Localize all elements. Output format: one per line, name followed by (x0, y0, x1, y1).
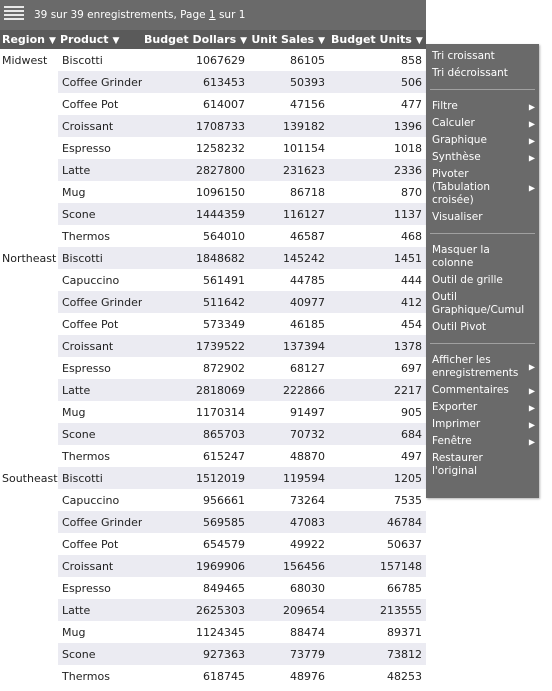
cell-budget-units[interactable]: 2336 (329, 159, 426, 181)
cell-region[interactable] (0, 313, 58, 335)
cell-region[interactable] (0, 225, 58, 247)
cell-unit-sales[interactable]: 46185 (290, 317, 325, 331)
menu-item-label: Filtre (432, 100, 458, 112)
column-header-budget-units[interactable]: Budget Units ▼ (329, 30, 426, 49)
cell-budget-dollars[interactable]: 2625303 (142, 599, 249, 621)
menu-item[interactable] (426, 48, 539, 65)
cell-region[interactable] (0, 533, 58, 555)
cell-unit-sales[interactable]: 68127 (290, 361, 325, 375)
cell-region[interactable] (0, 71, 58, 93)
cell-budget-dollars[interactable]: 2827800 (142, 159, 249, 181)
table-row (0, 467, 426, 489)
cell-product[interactable]: Biscotti (58, 247, 142, 269)
menu-item[interactable] (426, 352, 539, 382)
submenu-arrow-icon: ▶ (528, 183, 535, 192)
menu-item[interactable] (426, 149, 539, 166)
page-link[interactable]: 1 (208, 9, 216, 21)
cell-unit-sales[interactable]: 50393 (249, 71, 329, 93)
table-row (0, 203, 426, 225)
cell-region[interactable] (0, 269, 58, 291)
cell-product[interactable]: Capuccino (62, 493, 120, 507)
cell-region[interactable] (0, 445, 58, 467)
cell-budget-dollars[interactable]: 956661 (203, 493, 245, 507)
table-row (0, 291, 426, 313)
table-row (0, 401, 426, 423)
submenu-arrow-icon: ▶ (528, 437, 535, 446)
menu-item-label: Graphique (432, 134, 487, 146)
menu-item-label: Outil Graphique/Cumul (432, 291, 525, 316)
cell-budget-dollars[interactable]: 613453 (142, 71, 249, 93)
submenu-arrow-icon: ▶ (528, 153, 535, 162)
menu-item-label: Masquer la colonne (432, 244, 490, 269)
cell-budget-units[interactable]: 506 (329, 71, 426, 93)
table-row (0, 137, 426, 159)
cell-region[interactable] (0, 555, 58, 577)
cell-unit-sales[interactable]: 222866 (249, 379, 329, 401)
cell-budget-dollars[interactable]: 618745 (203, 669, 245, 683)
cell-budget-dollars[interactable]: 511642 (142, 291, 249, 313)
cell-region[interactable] (0, 423, 58, 445)
column-header-budget-dollars[interactable]: Budget Dollars ▼ (142, 30, 249, 49)
submenu-arrow-icon: ▶ (528, 420, 535, 429)
table-row (0, 159, 426, 181)
cell-unit-sales[interactable]: 88474 (290, 625, 325, 639)
cell-budget-dollars[interactable]: 2818069 (142, 379, 249, 401)
cell-budget-units[interactable]: 1396 (329, 115, 426, 137)
cell-unit-sales[interactable]: 139182 (249, 115, 329, 137)
cell-unit-sales[interactable]: 46587 (290, 229, 325, 243)
table-row (0, 247, 426, 269)
cell-budget-units[interactable]: 1378 (329, 335, 426, 357)
cell-region[interactable] (0, 159, 58, 181)
table-row (0, 577, 426, 599)
cell-unit-sales[interactable]: 48870 (290, 449, 325, 463)
cell-product[interactable]: Latte (58, 159, 142, 181)
cell-budget-units[interactable]: 477 (401, 97, 422, 111)
sort-arrow-icon[interactable]: ▼ (318, 36, 325, 46)
cell-region[interactable] (0, 489, 58, 511)
menu-item[interactable] (426, 98, 539, 115)
table-row (0, 379, 426, 401)
cell-budget-units[interactable]: 1205 (329, 467, 426, 489)
cell-unit-sales[interactable]: 47083 (249, 511, 329, 533)
menu-item[interactable] (426, 272, 539, 289)
cell-product[interactable]: Mug (62, 185, 86, 199)
cell-region[interactable] (0, 643, 58, 665)
cell-product[interactable]: Capuccino (62, 273, 120, 287)
submenu-arrow-icon: ▶ (528, 403, 535, 412)
cell-unit-sales[interactable]: 137394 (249, 335, 329, 357)
cell-product[interactable]: Mug (62, 625, 86, 639)
menu-item-label: Commentaires (432, 384, 509, 396)
menu-item[interactable] (426, 433, 539, 450)
cell-budget-dollars[interactable]: 1170314 (196, 405, 245, 419)
cell-region[interactable] (0, 115, 58, 137)
menu-item-label: Pivoter (Tabulation croisée) (432, 168, 490, 206)
menu-item[interactable] (426, 319, 539, 336)
cell-unit-sales[interactable]: 68030 (290, 581, 325, 595)
submenu-arrow-icon: ▶ (528, 102, 535, 111)
table-row (0, 115, 426, 137)
report-table (0, 30, 426, 687)
cell-budget-units[interactable]: 48253 (387, 669, 422, 683)
cell-budget-dollars[interactable]: 927363 (142, 643, 249, 665)
cell-product[interactable]: Scone (58, 643, 142, 665)
menu-separator (430, 233, 535, 234)
cell-region[interactable] (0, 137, 58, 159)
cell-budget-units[interactable]: 412 (329, 291, 426, 313)
cell-budget-units[interactable]: 1451 (329, 247, 426, 269)
status-prefix: 39 sur 39 enregistrements, Page (34, 9, 209, 21)
report-toolbar (0, 0, 426, 30)
cell-budget-units[interactable]: 46784 (329, 511, 426, 533)
menu-item[interactable] (426, 289, 539, 319)
cell-unit-sales[interactable]: 48976 (290, 669, 325, 683)
cell-budget-dollars[interactable]: 1096150 (196, 185, 245, 199)
cell-unit-sales[interactable]: 156456 (249, 555, 329, 577)
cell-region[interactable] (0, 665, 58, 687)
table-row (0, 533, 426, 555)
cell-unit-sales[interactable]: 47156 (290, 97, 325, 111)
cell-product[interactable]: Thermos (62, 229, 110, 243)
cell-region[interactable] (0, 203, 58, 225)
cell-unit-sales[interactable]: 145242 (249, 247, 329, 269)
sort-arrow-icon[interactable]: ▼ (112, 36, 120, 46)
cell-budget-dollars[interactable]: 1512019 (142, 467, 249, 489)
cell-budget-units[interactable]: 858 (401, 53, 422, 67)
cell-region[interactable] (0, 621, 58, 643)
cell-region[interactable] (0, 577, 58, 599)
cell-unit-sales[interactable]: 86105 (290, 53, 325, 67)
cell-product[interactable]: Thermos (62, 449, 110, 463)
cell-product[interactable]: Croissant (58, 115, 142, 137)
cell-budget-dollars[interactable]: 654579 (203, 537, 245, 551)
cell-product[interactable]: Biscotti (58, 467, 142, 489)
cell-budget-dollars[interactable]: 1739522 (142, 335, 249, 357)
sort-arrow-icon[interactable]: ▼ (415, 36, 423, 46)
cell-unit-sales[interactable]: 49922 (290, 537, 325, 551)
menu-item[interactable] (426, 450, 539, 480)
menu-separator (430, 343, 535, 344)
cell-product[interactable]: Mug (62, 405, 86, 419)
menu-item-label: Calculer (432, 117, 475, 129)
menu-item[interactable] (426, 166, 539, 209)
cell-budget-dollars[interactable]: 1258232 (196, 141, 245, 155)
table-row (0, 357, 426, 379)
hamburger-menu-icon[interactable] (4, 6, 24, 24)
cell-budget-dollars[interactable]: 564010 (203, 229, 245, 243)
cell-budget-units[interactable]: 684 (329, 423, 426, 445)
status-suffix: sur 1 (215, 9, 246, 21)
table-row (0, 335, 426, 357)
cell-unit-sales[interactable]: 119594 (249, 467, 329, 489)
menu-item-label: Restaurer l'original (432, 452, 483, 477)
table-row (0, 93, 426, 115)
cell-budget-units[interactable]: 73812 (329, 643, 426, 665)
menu-item-label: Synthèse (432, 151, 481, 163)
table-row (0, 665, 426, 687)
cell-region[interactable] (0, 357, 58, 379)
cell-budget-units[interactable]: 454 (401, 317, 422, 331)
menu-item-label: Tri croissant (432, 50, 495, 62)
cell-budget-dollars[interactable]: 614007 (203, 97, 245, 111)
cell-product[interactable]: Espresso (62, 581, 111, 595)
column-header-product[interactable]: Product ▼ (58, 30, 142, 49)
cell-unit-sales[interactable]: 73264 (290, 493, 325, 507)
menu-item-label: Afficher les enregistrements (432, 354, 519, 379)
record-status (34, 9, 245, 21)
submenu-arrow-icon: ▶ (528, 119, 535, 128)
table-row (0, 49, 426, 71)
table-row (0, 621, 426, 643)
cell-region[interactable]: Midwest (2, 53, 48, 67)
table-row (0, 181, 426, 203)
cell-region[interactable] (0, 93, 58, 115)
cell-budget-dollars[interactable]: 561491 (203, 273, 245, 287)
menu-item[interactable] (426, 382, 539, 399)
cell-unit-sales[interactable]: 209654 (249, 599, 329, 621)
cell-unit-sales[interactable]: 73779 (249, 643, 329, 665)
cell-budget-units[interactable]: 1018 (394, 141, 422, 155)
cell-budget-dollars[interactable]: 615247 (203, 449, 245, 463)
cell-product[interactable]: Coffee Pot (62, 317, 119, 331)
header-row (0, 30, 426, 49)
menu-item[interactable] (426, 242, 539, 272)
cell-budget-units[interactable]: 468 (401, 229, 422, 243)
cell-product[interactable]: Croissant (58, 335, 142, 357)
cell-budget-dollars[interactable]: 569585 (142, 511, 249, 533)
cell-region[interactable]: Southeast (2, 471, 58, 485)
cell-budget-units[interactable]: 66785 (387, 581, 422, 595)
menu-item[interactable] (426, 132, 539, 149)
cell-unit-sales[interactable]: 70732 (249, 423, 329, 445)
cell-unit-sales[interactable]: 101154 (283, 141, 325, 155)
cell-unit-sales[interactable]: 40977 (249, 291, 329, 313)
table-row (0, 555, 426, 577)
cell-product[interactable]: Espresso (62, 361, 111, 375)
cell-budget-dollars[interactable]: 1067629 (196, 53, 245, 67)
cell-product[interactable]: Coffee Grinder (58, 71, 142, 93)
cell-budget-dollars[interactable]: 1969906 (142, 555, 249, 577)
column-header-unit-sales[interactable]: Unit Sales ▼ (249, 30, 329, 49)
menu-item-label: Tri décroissant (432, 67, 508, 79)
menu-separator (430, 89, 535, 90)
cell-budget-units[interactable]: 697 (401, 361, 422, 375)
menu-item-label: Exporter (432, 401, 478, 413)
menu-item-label: Fenêtre (432, 435, 472, 447)
cell-budget-units[interactable]: 497 (401, 449, 422, 463)
menu-item[interactable] (426, 209, 539, 226)
cell-product[interactable]: Biscotti (62, 53, 103, 67)
menu-item-label: Outil de grille (432, 274, 503, 286)
cell-unit-sales[interactable]: 44785 (290, 273, 325, 287)
cell-region[interactable] (0, 335, 58, 357)
submenu-arrow-icon: ▶ (528, 386, 535, 395)
sort-arrow-icon[interactable]: ▼ (48, 36, 56, 46)
cell-budget-units[interactable]: 444 (401, 273, 422, 287)
column-header-region[interactable]: Region ▼ (0, 30, 58, 49)
menu-item[interactable] (426, 115, 539, 132)
cell-product[interactable]: Thermos (62, 669, 110, 683)
cell-region[interactable] (0, 511, 58, 533)
menu-item[interactable] (426, 65, 539, 82)
cell-budget-dollars[interactable]: 1848682 (142, 247, 249, 269)
cell-product[interactable]: Coffee Pot (62, 97, 119, 111)
table-row (0, 313, 426, 335)
cell-budget-units[interactable]: 870 (401, 185, 422, 199)
cell-region[interactable] (0, 401, 58, 423)
cell-region[interactable] (0, 181, 58, 203)
table-row (0, 225, 426, 247)
sort-arrow-icon[interactable]: ▼ (240, 36, 248, 46)
cell-region[interactable] (0, 599, 58, 621)
cell-budget-units[interactable]: 7535 (394, 493, 422, 507)
submenu-arrow-icon: ▶ (528, 136, 535, 145)
cell-budget-dollars[interactable]: 1444359 (142, 203, 249, 225)
cell-product[interactable]: Latte (58, 379, 142, 401)
cell-budget-dollars[interactable]: 865703 (142, 423, 249, 445)
cell-unit-sales[interactable]: 116127 (249, 203, 329, 225)
cell-product[interactable]: Scone (58, 423, 142, 445)
menu-item-label: Visualiser (432, 211, 483, 223)
table-row (0, 445, 426, 467)
column-context-menu (426, 44, 539, 498)
cell-region[interactable]: Northeast (2, 251, 57, 265)
cell-product[interactable]: Coffee Grinder (58, 511, 142, 533)
cell-budget-units[interactable]: 213555 (329, 599, 426, 621)
table-row (0, 599, 426, 621)
cell-product[interactable]: Coffee Grinder (58, 291, 142, 313)
cell-unit-sales[interactable]: 231623 (249, 159, 329, 181)
cell-budget-dollars[interactable]: 1124345 (196, 625, 245, 639)
table-row (0, 511, 426, 533)
cell-product[interactable]: Espresso (62, 141, 111, 155)
cell-budget-units[interactable]: 1137 (329, 203, 426, 225)
submenu-arrow-icon: ▶ (528, 362, 535, 372)
menu-item-label: Imprimer (432, 418, 481, 430)
cell-budget-dollars[interactable]: 1708733 (142, 115, 249, 137)
cell-region[interactable] (0, 379, 58, 401)
cell-budget-units[interactable]: 50637 (387, 537, 422, 551)
cell-budget-dollars[interactable]: 872902 (203, 361, 245, 375)
menu-item[interactable] (426, 399, 539, 416)
cell-unit-sales[interactable]: 91497 (290, 405, 325, 419)
cell-budget-units[interactable]: 157148 (329, 555, 426, 577)
cell-budget-units[interactable]: 89371 (387, 625, 422, 639)
cell-unit-sales[interactable]: 86718 (290, 185, 325, 199)
table-body (0, 49, 426, 687)
cell-budget-units[interactable]: 905 (401, 405, 422, 419)
cell-product[interactable]: Latte (58, 599, 142, 621)
table-row (0, 269, 426, 291)
cell-budget-dollars[interactable]: 573349 (203, 317, 245, 331)
table-row (0, 643, 426, 665)
menu-item-label: Outil Pivot (432, 321, 486, 333)
cell-product[interactable]: Scone (58, 203, 142, 225)
cell-region[interactable] (0, 291, 58, 313)
cell-budget-units[interactable]: 2217 (329, 379, 426, 401)
table-row (0, 423, 426, 445)
cell-budget-dollars[interactable]: 849465 (203, 581, 245, 595)
table-row (0, 71, 426, 93)
cell-product[interactable]: Croissant (58, 555, 142, 577)
table-row (0, 489, 426, 511)
menu-item[interactable] (426, 416, 539, 433)
cell-product[interactable]: Coffee Pot (62, 537, 119, 551)
